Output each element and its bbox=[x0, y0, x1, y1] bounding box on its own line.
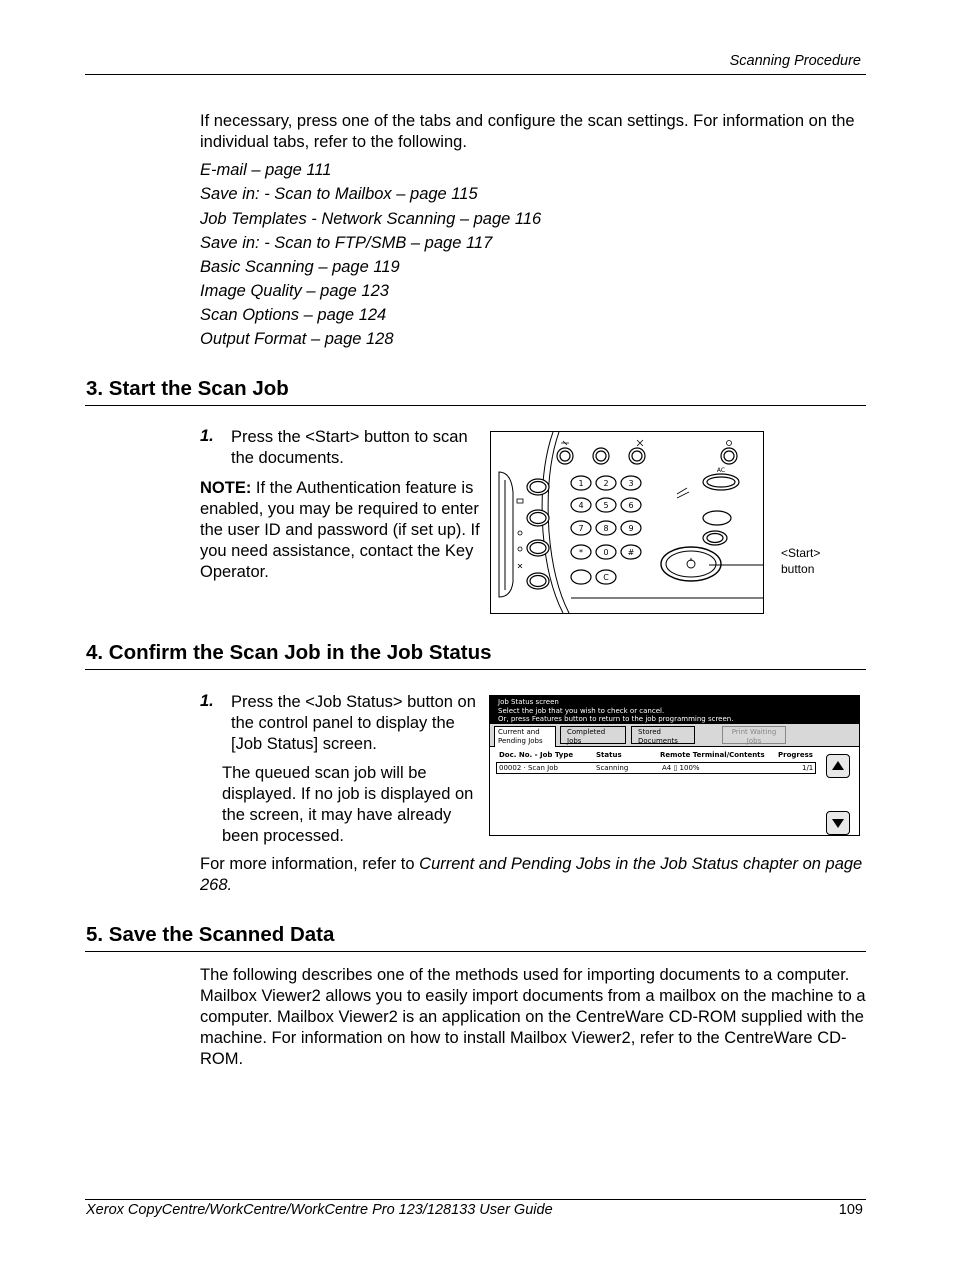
col-progress: Progress bbox=[778, 751, 813, 759]
start-button bbox=[661, 547, 721, 581]
status-icon bbox=[517, 499, 523, 503]
row-progress: 1/1 bbox=[802, 764, 814, 772]
tab-current-pending[interactable]: Current and Pending Jobs bbox=[494, 726, 556, 747]
ref-mailbox: Save in: - Scan to Mailbox – page 115 bbox=[200, 185, 478, 203]
key-6: 6 bbox=[628, 501, 634, 510]
scroll-down-button[interactable] bbox=[826, 811, 850, 835]
features-icon bbox=[518, 531, 522, 535]
screen-line2: Or, press Features button to return to the job programming screen. bbox=[498, 715, 734, 723]
ref-basic-scanning: Basic Scanning – page 119 bbox=[200, 258, 400, 276]
key-hash: # bbox=[627, 548, 635, 557]
screen-line1: Select the job that you wish to check or cancel. bbox=[498, 706, 665, 715]
section5-heading: 5. Save the Scanned Data bbox=[86, 923, 335, 946]
section4-more-info bbox=[200, 854, 866, 896]
control-panel-figure bbox=[490, 431, 764, 614]
section3-step-text: Press the <Start> button to scan the documents. bbox=[231, 428, 468, 467]
scroll-up-button[interactable] bbox=[826, 754, 850, 778]
job-status-screen bbox=[489, 695, 860, 836]
section4-step-text: Press the <Job Status> button on the control panel to display the [Job Status] screen. bbox=[231, 693, 476, 753]
section4-sub-text: The queued scan job will be displayed. If no job is displayed on the screen, it may have already been processed. bbox=[222, 764, 474, 845]
job-status-icon bbox=[518, 547, 522, 551]
section3-step-number: 1. bbox=[200, 427, 214, 445]
row-doc: 00002 · Scan Job bbox=[499, 764, 558, 772]
ref-job-templates: Job Templates - Network Scanning – page 116 bbox=[200, 210, 542, 228]
machine-status-icon bbox=[518, 564, 522, 568]
footer-rule bbox=[85, 1199, 866, 1200]
section5-rule bbox=[85, 951, 866, 952]
key-3: 3 bbox=[628, 479, 634, 488]
ref-image-quality: Image Quality – page 123 bbox=[200, 282, 389, 300]
section4-step-number: 1. bbox=[200, 692, 214, 710]
section4-rule bbox=[85, 669, 866, 670]
more-info-ref: Current and Pending Jobs in the Job Status chapter on page 268. bbox=[200, 855, 863, 894]
interrupt-icon bbox=[677, 488, 689, 498]
col-remote-terminal: Remote Terminal/Contents bbox=[660, 751, 765, 759]
header-rule bbox=[85, 74, 866, 75]
ref-scan-options: Scan Options – page 124 bbox=[200, 306, 387, 324]
key-5: 5 bbox=[603, 501, 609, 510]
key-star: * bbox=[579, 548, 583, 557]
key-9: 9 bbox=[628, 524, 634, 533]
footer-page-number: 109 bbox=[838, 1202, 863, 1218]
col-doc-no: Doc. No. - Job Type bbox=[499, 751, 574, 759]
power-icon bbox=[727, 441, 732, 446]
section3-heading: 3. Start the Scan Job bbox=[86, 377, 289, 400]
screen-title: Job Status screen bbox=[498, 698, 559, 706]
ref-output-format: Output Format – page 128 bbox=[200, 330, 394, 348]
section5-paragraph: The following describes one of the methods used for importing documents to a computer. Mailbox Viewer2 allows you to easily import documents from a mailbox on the machine to a computer. Mailbox Viewer2 is an application on the CentreWare CD-ROM supplied with the machine. For information on how to install Mailbox Viewer2, refer to the CentreWare CD-ROM. bbox=[200, 966, 866, 1068]
key-1: 1 bbox=[578, 479, 584, 488]
screen-message-bar bbox=[490, 696, 859, 724]
key-0: 0 bbox=[603, 548, 609, 557]
col-status: Status bbox=[596, 751, 622, 759]
ac-label: AC bbox=[716, 467, 726, 474]
x-icon bbox=[637, 440, 643, 446]
tab-print-waiting-jobs[interactable]: Print Waiting Jobs bbox=[722, 726, 786, 744]
ref-ftp-smb: Save in: - Scan to FTP/SMB – page 117 bbox=[200, 234, 493, 252]
key-2: 2 bbox=[603, 479, 609, 488]
row-contents: A4 ▯ 100% bbox=[662, 764, 700, 772]
note-label: NOTE: bbox=[200, 479, 252, 497]
start-button-callout: <Start> button bbox=[781, 546, 821, 576]
footer-guide-title: Xerox CopyCentre/WorkCentre/WorkCentre Pro 123/128133 User Guide bbox=[86, 1202, 553, 1218]
key-8: 8 bbox=[603, 524, 609, 533]
more-info-prefix: For more information, refer to bbox=[200, 855, 420, 873]
arrow-down-icon bbox=[827, 812, 849, 834]
intro-paragraph: If necessary, press one of the tabs and configure the scan settings. For information on the individual tabs, refer to the following. bbox=[200, 112, 855, 151]
section3-note bbox=[200, 478, 485, 583]
table-row[interactable] bbox=[496, 762, 816, 774]
key-4: 4 bbox=[578, 501, 584, 510]
arrow-up-icon bbox=[827, 755, 849, 777]
row-status: Scanning bbox=[596, 764, 629, 772]
login-icon bbox=[561, 441, 569, 445]
control-panel-drawing bbox=[491, 432, 763, 613]
section3-rule bbox=[85, 405, 866, 406]
ref-email: E-mail – page 111 bbox=[200, 161, 332, 179]
key-7: 7 bbox=[578, 524, 584, 533]
tab-stored-documents[interactable]: Stored Documents bbox=[631, 726, 695, 744]
tab-completed-jobs[interactable]: Completed Jobs bbox=[560, 726, 626, 744]
section4-heading: 4. Confirm the Scan Job in the Job Status bbox=[86, 641, 492, 664]
key-clear: C bbox=[603, 573, 609, 582]
running-header: Scanning Procedure bbox=[729, 53, 861, 69]
note-text: If the Authentication feature is enabled, you may be required to enter the user ID and password (if set up). If you need assistance, contact the Key Operator. bbox=[200, 479, 480, 581]
